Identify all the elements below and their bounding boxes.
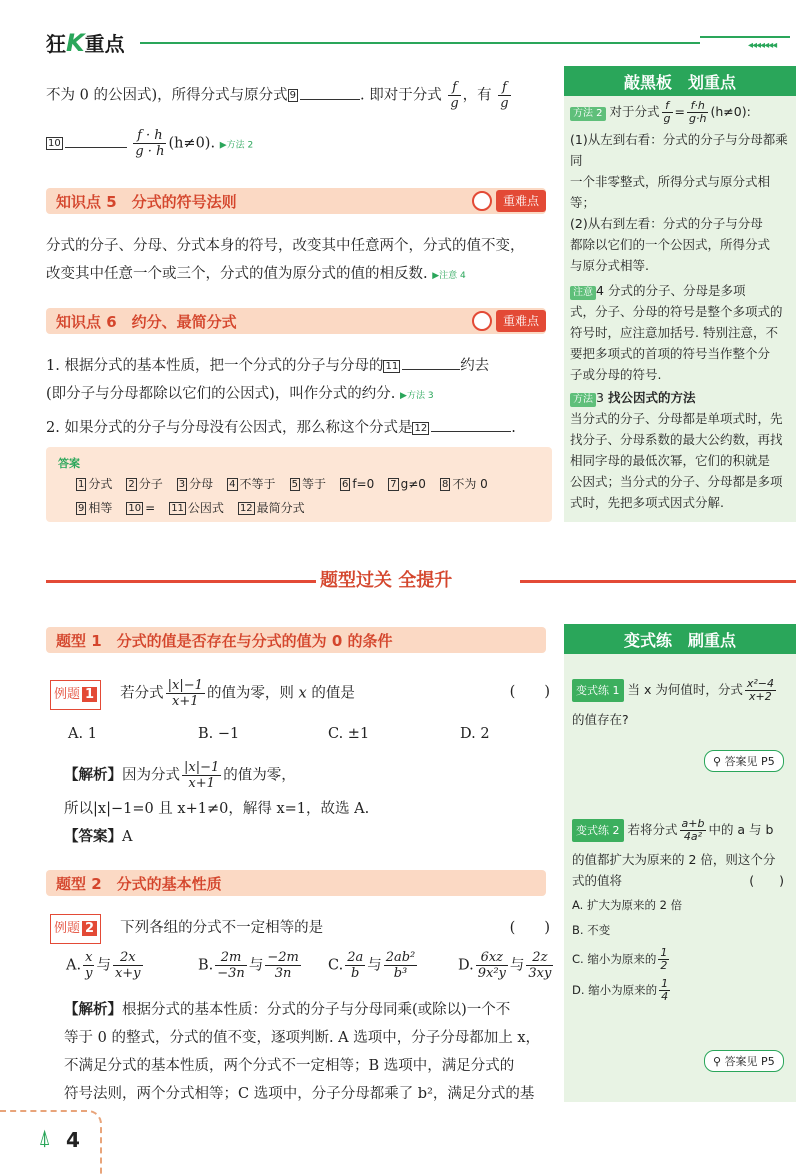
method-2-line: (1)从左到右看：分式的分子与分母都乘同: [570, 132, 788, 168]
variant-2-tag: 变式练 2: [572, 819, 624, 842]
example-1: 例题 1 若分式 $\frac{|x|-1}{x+1}$ 的值为零，则 x 的值是 ( ): [50, 678, 550, 710]
sidebar-1: 方法 2 对于分式 $\frac{f}{g}$ = $\frac{f\cdot h}{g\cdot h}$ (h≠0): (1)从左到右看：分式的分子与分母都乘同 一个非零整式，所得分式与原分式相等； (2)从右到左看：分式的分子与分母 都除以它们的一个公因式，所得分式 与原分式相等. 注意 4 分式的分子、分母是多项 式，分子、分母的符号是整个多项式的 符号时，应注意加括号. 特别注意，不 要把多项式的首项的符号当作整个分 子或分母的符号. 方法 3 找公因式的方法 当分式的分子、分母都是单项式时，先 找分子、分母系数的最大公约数，再找 相同字母的最低次幂，它们的积就是 公因式；当分式的分子、分母都是多项 式时，先把多项式因式分解.: [564, 96, 796, 522]
note-4-link[interactable]: ▶注意 4: [432, 271, 466, 281]
method-3-link[interactable]: ▶方法 3: [400, 391, 434, 401]
kp6-tag: 重难点: [496, 310, 546, 332]
method-2-line: 都除以它们的一个公因式，所得分式: [570, 237, 771, 252]
see-answer-button-1[interactable]: ⚲ 答案见 P5: [704, 750, 784, 772]
method-tag: 方法: [570, 393, 596, 407]
answer-label: 答案: [58, 457, 80, 470]
header-rule-right: [700, 36, 790, 38]
answer-item: 3 分母: [178, 477, 214, 491]
magnifier-icon: [472, 311, 492, 331]
example-1-label: 例题 1: [50, 680, 101, 710]
banner-rule-right: [520, 580, 796, 583]
kp5-body: 分式的分子、分母、分式本身的符号，改变其中任意两个，分式的值不变， 改变其中任意一个或三个，分式的值为原分式的值的相反数. ▶注意 4: [46, 238, 525, 282]
kp5-tag: 重难点: [496, 190, 546, 212]
answer-item: 12 最简分式: [239, 501, 305, 515]
answer-row-1: [76, 475, 502, 492]
banner-title: 题型过关 全提升: [320, 570, 453, 591]
type1-header: 题型 1 分式的值是否存在与分式的值为 0 的条件: [46, 627, 546, 653]
brand-logo: 狂K重点: [46, 29, 125, 57]
note-tag: 注意: [570, 286, 596, 300]
kp6-body: 1. 根据分式的基本性质，把一个分式的分子与分母的 11 约去 (即分子与分母都除以它们的公因式)，叫作分式的约分. ▶方法 3 2. 如果分式的分子与分母没有公因式，那么称这个分式是 12 .: [46, 358, 516, 436]
answer-box: [46, 447, 552, 522]
answer-item: 11 公因式: [171, 501, 224, 515]
answer-item: 8 不为 0: [441, 477, 488, 491]
method-2-line: 与原分式相等.: [570, 258, 649, 273]
sidebar-2-header: 变式练 刷重点: [564, 624, 796, 654]
method-2-link[interactable]: ▶方法 2: [219, 140, 254, 151]
sidebar-1-header: 敲黑板 划重点: [564, 66, 796, 96]
header-rule: [140, 42, 700, 44]
top-line-2: 10 $\frac{f \cdot h}{g \cdot h}$ (h≠0). ▶方法 2: [48, 128, 254, 159]
example-2: 例题 2 下列各组的分式不一定相等的是 ( ): [50, 914, 550, 944]
type2-header: 题型 2 分式的基本性质: [46, 870, 546, 896]
example-2-options: A. $\frac{x}{y}$ 与 $\frac{2x}{x+y}$ B. $\frac{2m}{-3n}$ 与 $\frac{-2m}{3n}$ C. $\frac{2a}{b}$ 与 $\frac{\text{2ab²}}{\text{b³}}$ D. $\frac{6xz}{\text{9x²y}}$ 与 $\frac{2z}{3xy}$: [66, 950, 552, 981]
answer-item: 2 分子: [128, 477, 163, 491]
top-line-1: 不为 0 的公因式)，所得分式与原分式 9 . 即对于分式 $\frac{f}{g}$ ，有 $\frac{f}{g}$: [46, 80, 509, 111]
method-2-line: 一个非零整式，所得分式与原分式相等；: [570, 174, 771, 210]
compass-icon: ⍋: [38, 1126, 52, 1151]
sidebar-2: 变式练 1 当 x 为何值时，分式 $\frac{\text{x²−4}}{x+2}$ 的值存在? ⚲ 答案见 P5 变式练 2 若将分式 $\frac{a+b}{\text{4a²}}$ 中的 a 与 b 的值都扩大为原来的 2 倍，则这个分 式的值将 ( ) A. 扩大为原来的 2 倍 B. 不变 C. 缩小为原来的 $\frac{1}{2}$ D. 缩小为原来的 $\frac{1}{4}$ ⚲ 答案见 P5: [564, 654, 796, 1102]
answer-item: 9 相等: [78, 501, 113, 515]
answer-item: 10 =: [128, 501, 156, 515]
kp6-header: 知识点 6 约分、最简分式 重难点: [46, 308, 546, 334]
magnifier-icon: [472, 191, 492, 211]
banner-rule-left: [46, 580, 316, 583]
header-arrows-icon: ◂◂◂◂◂◂◂: [748, 40, 777, 51]
answer-item: 6 f=0: [341, 477, 375, 491]
example-2-label: 例题 2: [50, 914, 101, 944]
example-2-solution: 【解析】根据分式的基本性质：分式的分子与分母同乘(或除以)一个不 等于 0 的整式，分式的值不变，逐项判断. A 选项中，分子分母都加上 x， 不满足分式的基本性质，两个分式不一定相等；B 选项中，满足分式的 符号法则，两个分式相等；C 选项中，分子分母都乘了 b²，满足分式的基: [64, 1002, 541, 1102]
variant-1-tag: 变式练 1: [572, 679, 624, 702]
answer-item: 7 g≠0: [390, 477, 426, 491]
answer-item: 1 分式: [78, 477, 113, 491]
example-1-solution: 【解析】因为分式 $\frac{|x|-1}{x+1}$ 的值为零， 所以|x|−1=0 且 x+1≠0，解得 x=1，故选 A. 【答案】A: [64, 760, 370, 845]
kp5-header: 知识点 5 分式的符号法则 重难点: [46, 188, 546, 214]
see-answer-button-2[interactable]: ⚲ 答案见 P5: [704, 1050, 784, 1072]
answer-item: 4 不等于: [229, 477, 276, 491]
method-tag: 方法 2: [570, 107, 606, 121]
answer-row-2: [76, 499, 319, 516]
answer-item: 5 等于: [291, 477, 326, 491]
page-number: 4: [66, 1128, 80, 1152]
method-2-line: (2)从右到左看：分式的分子与分母: [570, 216, 763, 231]
